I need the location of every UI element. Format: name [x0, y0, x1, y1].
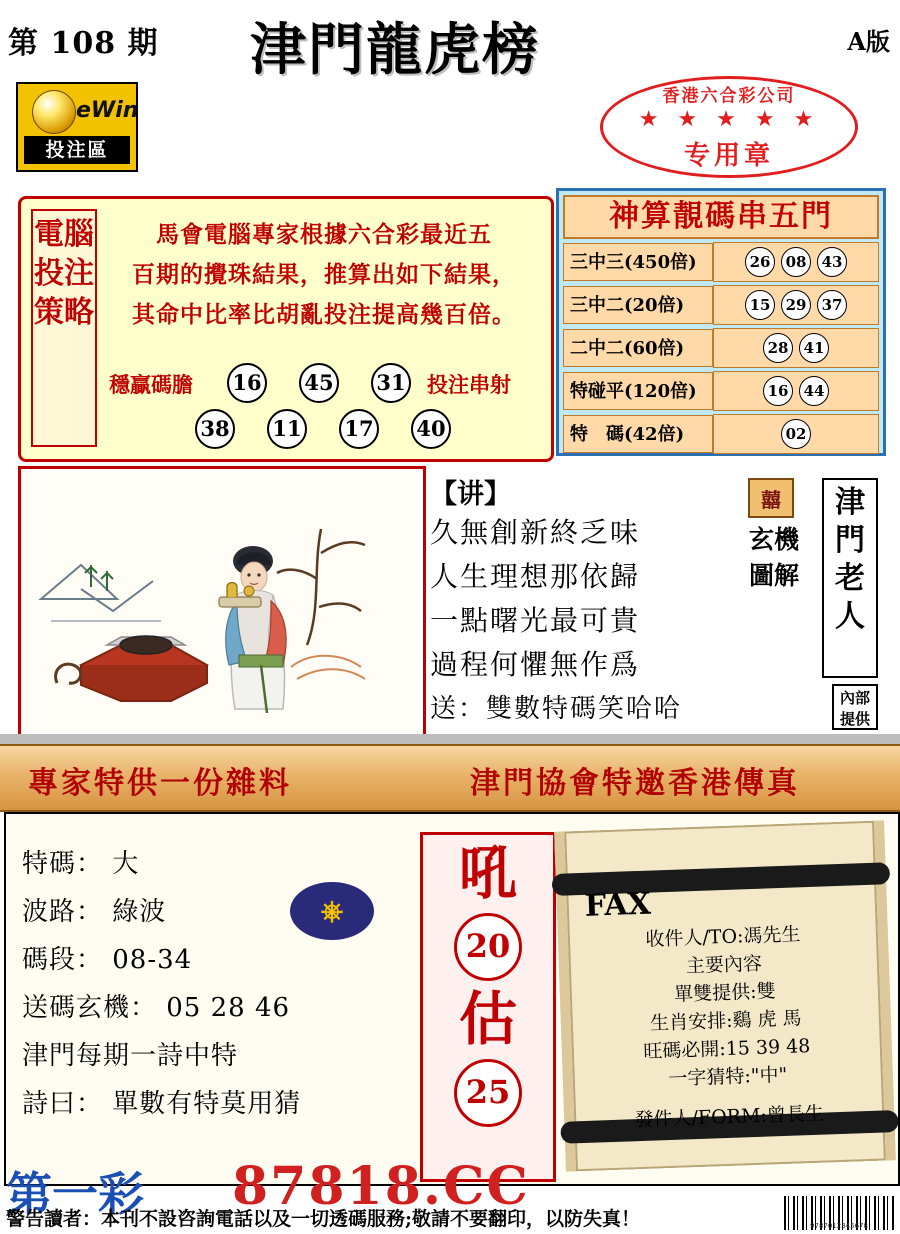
table-ball: 41: [799, 333, 829, 363]
golden-ball-icon: [32, 90, 76, 134]
prediction-table: [556, 188, 886, 456]
strategy-ball: 40: [411, 409, 451, 449]
strategy-number-row-2: [109, 405, 549, 449]
hugu-number-2: 25: [454, 1059, 522, 1127]
official-stamp: [600, 76, 858, 178]
table-ball: 26: [745, 247, 775, 277]
info-row: 津門每期一詩中特: [22, 1041, 239, 1071]
seal-icon: 囍: [748, 478, 794, 518]
strategy-text-block: [109, 215, 539, 335]
table-ball: 28: [763, 333, 793, 363]
fax-line: 旺碼必開:15 39 48: [643, 1035, 811, 1063]
illustration-panel: [18, 466, 426, 740]
strategy-ball: 11: [267, 409, 307, 449]
strategy-line: 馬會電腦專家根據六合彩最近五: [156, 221, 492, 248]
poem-line: 過程何懼無作爲: [430, 648, 641, 681]
lady-and-well-illustration: [21, 469, 417, 731]
table-ball: 44: [799, 376, 829, 406]
internal-supply-badge: 內部提供: [832, 684, 878, 730]
strategy-tag-right: 投注串射: [427, 372, 511, 397]
fax-from: 發件人/FORM:曾長生: [634, 1102, 825, 1132]
hugu-char-1: 吼: [458, 839, 517, 907]
barcode-number: 9787012345678: [810, 1222, 868, 1230]
strategy-box: [18, 196, 554, 462]
stamp-arc-text: 香港六合彩公司: [662, 85, 796, 107]
orange-banner: [0, 744, 900, 812]
edition-label: A版: [847, 27, 890, 56]
poem-line: 久無創新終乏味: [430, 516, 641, 549]
table-ball: 02: [781, 419, 811, 449]
table-ball: 16: [763, 376, 793, 406]
table-ball: 37: [817, 290, 847, 320]
row-label: 特 碼(42倍): [563, 415, 713, 453]
strategy-line: 百期的攪珠結果，推算出如下結果，: [132, 261, 516, 288]
row-values: [713, 285, 879, 325]
row-label: 三中三(450倍): [563, 243, 713, 281]
table-row: [563, 242, 879, 282]
issue-number: 第 108 期: [8, 26, 159, 61]
ewin-logo: [16, 82, 138, 172]
table-row: [563, 328, 879, 368]
info-row: 特碼： 大: [22, 849, 140, 879]
xuanji-column: [748, 478, 800, 728]
strategy-ball: 38: [195, 409, 235, 449]
fax-title: FAX: [584, 886, 652, 924]
hugu-char-2: 估: [458, 985, 517, 1053]
table-row: [563, 414, 879, 454]
strategy-number-row-1: [109, 359, 549, 403]
table-row: [563, 285, 879, 325]
poem-line: 人生理想那依歸: [430, 560, 641, 593]
ewin-brand-text: eWin: [76, 98, 139, 123]
poem-line: 一點曙光最可貴: [430, 604, 641, 637]
stamp-stars-icon: ★ ★ ★ ★ ★: [638, 107, 820, 132]
strategy-vertical-label: 電腦投注策略: [31, 209, 97, 447]
banner-left-text: 專家特供一份雜料: [28, 766, 292, 801]
stamp-bottom-text: 专用章: [683, 141, 774, 171]
watermark-left: 第一彩: [6, 1167, 144, 1221]
watermark-right: 87818.CC: [232, 1156, 530, 1217]
strategy-tag-left: 穩贏碼膽: [109, 372, 193, 397]
row-values: [713, 328, 879, 368]
table-ball: 15: [745, 290, 775, 320]
hugu-number-panel: [420, 832, 556, 1182]
ewin-sub-label: 投注區: [24, 136, 130, 164]
fax-scroll: [554, 820, 896, 1171]
row-label: 三中二(20倍): [563, 286, 713, 324]
poem-gift-line: 送：雙數特碼笑哈哈: [430, 694, 683, 724]
table-ball: 43: [817, 247, 847, 277]
row-values: [713, 414, 879, 454]
row-label: 特碰平(120倍): [563, 372, 713, 410]
prediction-table-title: 神算靚碼串五門: [563, 195, 879, 239]
poem-panel: [430, 472, 760, 731]
fax-line: 單雙提供:雙: [673, 980, 776, 1006]
table-row: [563, 371, 879, 411]
info-row: 波路： 綠波: [22, 897, 167, 927]
info-row: 碼段： 08-34: [22, 945, 193, 975]
fax-line: 一字猜特:"中": [668, 1063, 788, 1091]
strategy-ball: 31: [371, 363, 411, 403]
table-ball: 29: [781, 290, 811, 320]
club-emblem-icon: ⎈: [290, 882, 374, 940]
info-row: 送碼玄機： 05 28 46: [22, 993, 291, 1023]
fax-line: 生肖安排:鷄 虎 馬: [649, 1007, 802, 1035]
info-row: 詩曰： 單數有特莫用猜: [22, 1089, 302, 1119]
laoren-column: 津門老人: [822, 478, 878, 678]
table-ball: 08: [781, 247, 811, 277]
strategy-ball: 17: [339, 409, 379, 449]
hugu-number-1: 20: [454, 913, 522, 981]
strategy-ball: 45: [299, 363, 339, 403]
fax-subject: 主要內容: [685, 952, 763, 978]
bottom-info-list: [22, 840, 422, 1128]
xuanji-label: 玄機圖解: [748, 525, 799, 590]
row-values: [713, 371, 879, 411]
strategy-ball: 16: [227, 363, 267, 403]
banner-right-text: 津門協會特邀香港傳真: [470, 766, 800, 801]
row-values: [713, 242, 879, 282]
row-label: 二中二(60倍): [563, 329, 713, 367]
poem-title: 【讲】: [430, 479, 511, 510]
fax-to: 收件人/TO:馮先生: [645, 923, 801, 951]
strategy-line: 其命中比率比胡亂投注提高幾百倍。: [132, 301, 516, 328]
footer-warning: 警告讀者：本刊不設咨詢電話以及一切透碼服務;敬請不要翻印，以防失真！: [6, 1208, 641, 1230]
page-title: 津門龍虎榜: [250, 17, 540, 83]
page-header: [0, 0, 900, 83]
